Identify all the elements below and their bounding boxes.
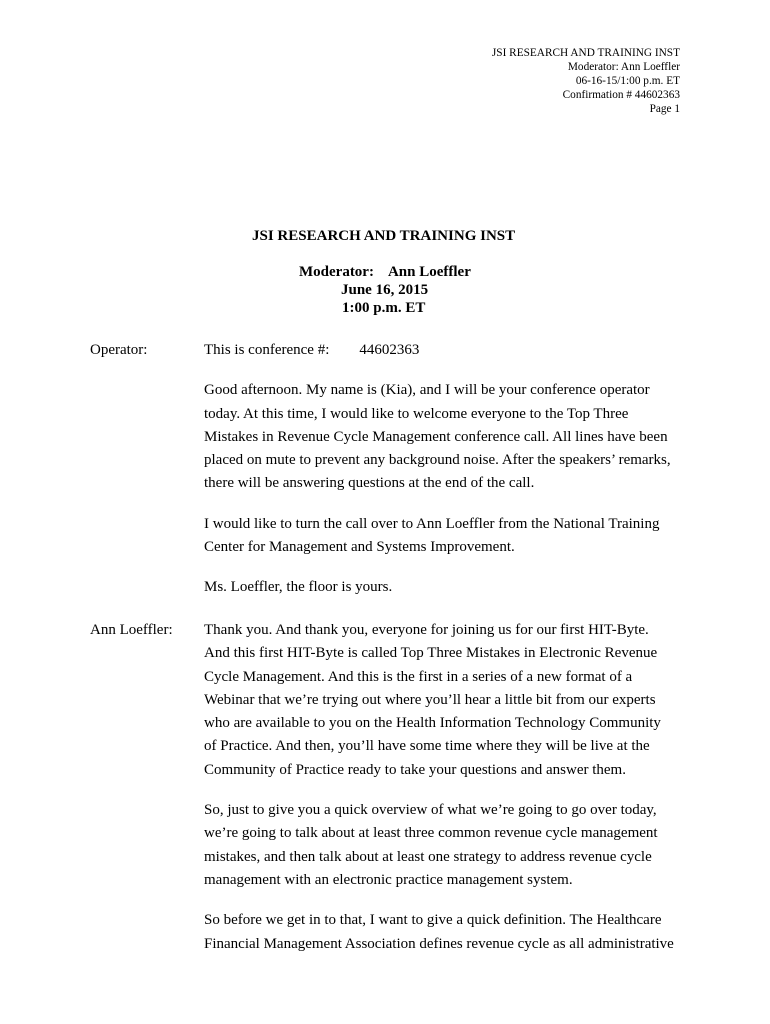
text-line: I would like to turn the call over to Ann Loeffler from the National Training: [204, 515, 660, 532]
header-confirmation: Confirmation # 44602363: [562, 89, 680, 101]
text-line: today. At this time, I would like to welcome everyone to the Top Three: [204, 405, 629, 422]
conference-line: [204, 339, 684, 362]
operator-paragraph: [204, 379, 684, 495]
header-moderator: Moderator: Ann Loeffler: [567, 61, 680, 73]
text-line: Financial Management Association defines revenue cycle as all administrative: [204, 935, 674, 952]
document-title: JSI RESEARCH AND TRAINING INST: [252, 228, 516, 244]
loeffler-paragraph: [204, 619, 684, 782]
text-line: Ms. Loeffler, the floor is yours.: [204, 579, 393, 596]
text-line: Cycle Management. And this is the first in a series of a new format of a: [204, 668, 633, 685]
text-line: placed on mute to prevent any background noise. After the speakers’ remarks,: [204, 452, 671, 469]
text-line: And this first HIT-Byte is called Top Three Mistakes in Electronic Revenue: [204, 645, 658, 662]
header-date-time: 06-16-15/1:00 p.m. ET: [575, 75, 680, 87]
header-page-number: Page 1: [649, 103, 680, 115]
operator-paragraph: [204, 513, 684, 560]
loeffler-text: [204, 619, 684, 973]
text-line: So before we get in to that, I want to give a quick definition. The Healthcare: [204, 912, 662, 929]
text-line: Community of Practice ready to take your questions and answer them.: [204, 761, 626, 778]
moderator-line: [299, 264, 471, 281]
text-line: of Practice. And then, you’ll have some time where they will be live at the: [204, 738, 650, 755]
operator-text: [204, 339, 684, 617]
conference-label: This is conference #:: [204, 342, 330, 358]
operator-paragraph: [204, 576, 684, 599]
text-line: there will be answering questions at the end of the call.: [204, 475, 535, 492]
call-time: 1:00 p.m. ET: [342, 300, 426, 316]
text-line: Webinar that we’re trying out where you’ll hear a little bit from our experts: [204, 691, 656, 708]
text-line: Good afternoon. My name is (Kia), and I will be your conference operator: [204, 382, 650, 399]
running-header: [492, 46, 680, 116]
moderator-label: Moderator:: [299, 264, 374, 280]
header-organization: JSI RESEARCH AND TRAINING INST: [491, 47, 680, 59]
text-line: who are available to you on the Health Information Technology Community: [204, 715, 661, 732]
speaker-label-loeffler: Ann Loeffler:: [90, 622, 173, 638]
speaker-label-operator: Operator:: [90, 342, 148, 358]
text-line: management with an electronic practice management system.: [204, 871, 573, 888]
text-line: Thank you. And thank you, everyone for joining us for our first HIT-Byte.: [204, 622, 649, 638]
loeffler-paragraph: [204, 799, 684, 892]
text-line: we’re going to talk about at least three common revenue cycle management: [204, 825, 658, 842]
loeffler-paragraph: [204, 909, 684, 956]
text-line: So, just to give you a quick overview of what we’re going to go over today,: [204, 802, 657, 819]
moderator-name: Ann Loeffler: [387, 264, 471, 280]
call-date: June 16, 2015: [341, 282, 429, 298]
text-line: Center for Management and Systems Improvement.: [204, 539, 515, 556]
text-line: Mistakes in Revenue Cycle Management conference call. All lines have been: [204, 428, 668, 445]
conference-number: 44602363: [359, 342, 420, 358]
text-line: mistakes, and then talk about at least one strategy to address revenue cycle: [204, 848, 652, 865]
